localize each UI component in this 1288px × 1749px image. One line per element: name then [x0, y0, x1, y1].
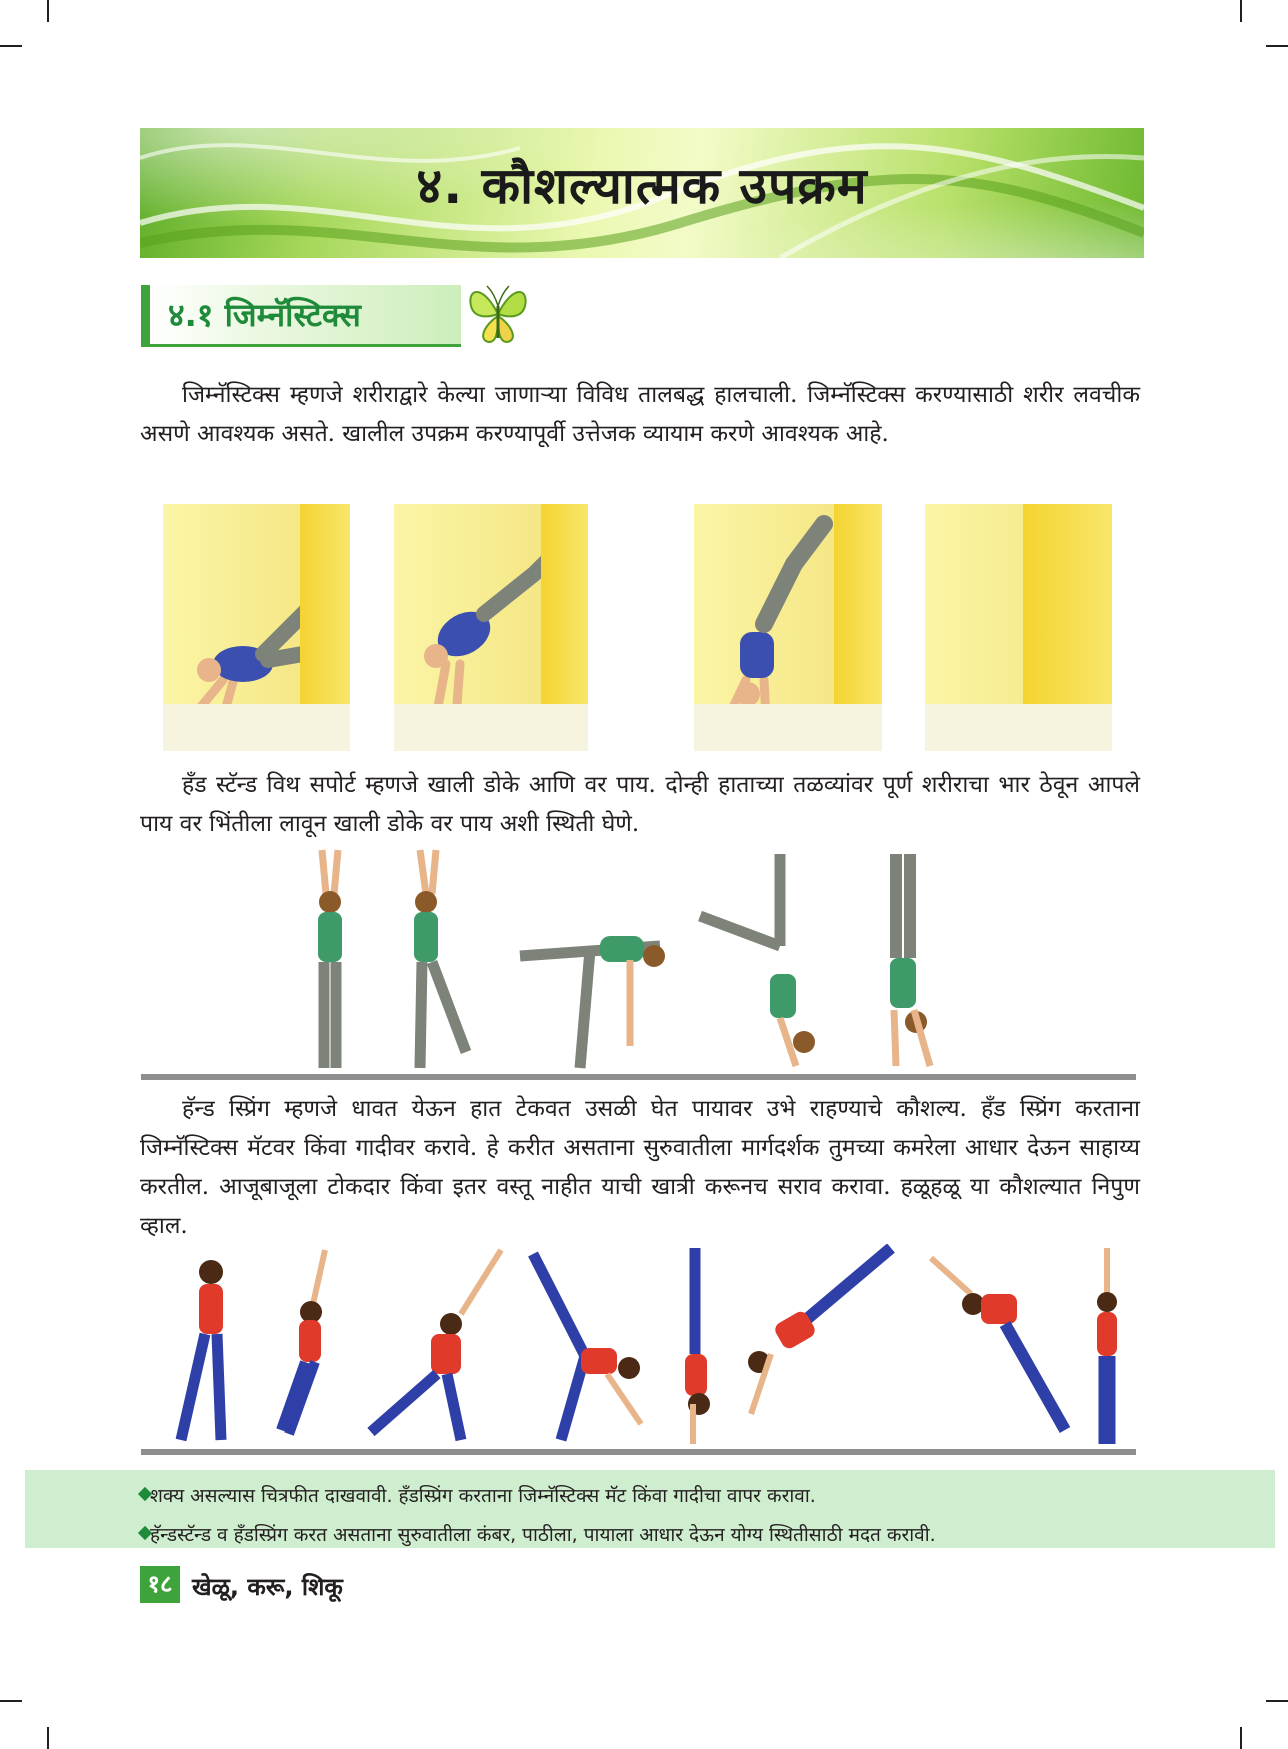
chapter-banner	[140, 128, 1144, 258]
page-number: १८	[140, 1566, 180, 1603]
crop-mark-top-right-v	[1240, 0, 1242, 22]
section-title: ४.१ जिम्नॅस्टिक्स	[168, 296, 361, 334]
handstand-photo-2	[394, 504, 588, 751]
butterfly-icon	[465, 276, 531, 348]
female-figure-6	[748, 1248, 891, 1414]
crop-mark-top-right-h	[1266, 45, 1288, 47]
crop-mark-bottom-left-v	[47, 1727, 49, 1749]
section-heading	[141, 285, 461, 347]
female-figure-5	[685, 1248, 710, 1444]
female-figure-8	[1097, 1248, 1117, 1444]
crop-mark-bottom-right-h	[1266, 1700, 1288, 1702]
handstand-photo-4	[925, 504, 1112, 751]
intro-text: जिम्नॅस्टिक्स म्हणजे शरीराद्वारे केल्या जाणाऱ्या विविध तालबद्ध हालचाली. जिम्नॅस्टिक्स करण्यासाठी शरीर लवचीक असणे आवश्यक असते. खालील उपक्रम करण्यापूर्वी उत्तेजक व्यायाम करणे आवश्यक आहे.	[140, 382, 1140, 447]
intro-paragraph	[140, 376, 1140, 454]
handstand-photo-3	[694, 504, 882, 751]
male-figure-5	[890, 854, 930, 1066]
female-figure-3	[371, 1250, 501, 1440]
crop-mark-top-left-v	[47, 0, 49, 22]
handspring-paragraph	[140, 1090, 1140, 1246]
male-figure-4	[700, 854, 815, 1066]
handspring-text: हॅन्ड स्प्रिंग म्हणजे धावत येऊन हात टेकवत उसळी घेत पायावर उभे राहण्याचे कौशल्य. हँड स्प्रिंग करताना जिम्नॅस्टिक्स मॅटवर किंवा गादीवर करावे. हे करीत असताना सुरुवातीला मार्गदर्शक तुमच्या कमरेला आधार देऊन साहाय्य करतील. आजूबाजूला टोकदार किंवा इतर वस्तू नाहीत याची खात्री करूनच सराव करावा. हळूहळू या कौशल्यात निपुण व्हाल.	[140, 1096, 1140, 1239]
book-name: खेळू, करू, शिकू	[192, 1573, 343, 1601]
female-figure-2	[281, 1250, 325, 1434]
crop-mark-bottom-left-h	[0, 1700, 22, 1702]
male-figure-1	[318, 850, 342, 1068]
female-figure-1	[181, 1260, 223, 1440]
female-figure-7	[931, 1258, 1065, 1430]
teacher-note-1: शक्य असल्यास चित्रफीत दाखवावी. हँडस्प्रिंग करताना जिम्नॅस्टिक्स मॅट किंवा गादीचा वापर करावा.	[150, 1485, 816, 1507]
handspring-sequence-female	[141, 1244, 1136, 1452]
handstand-photo-1	[163, 504, 350, 751]
handstand-text: हँड स्टॅन्ड विथ सपोर्ट म्हणजे खाली डोके आणि वर पाय. दोन्ही हाताच्या तळव्यांवर पूर्ण शरीराचा भार ठेवून आपले पाय वर भिंतीला लावून खाली डोके वर पाय अशी स्थिती घेणे.	[140, 772, 1140, 837]
crop-mark-top-left-h	[0, 45, 22, 47]
male-figure-3	[520, 936, 665, 1068]
chapter-title: ४. कौशल्यात्मक उपक्रम	[416, 157, 868, 215]
crop-mark-bottom-right-v	[1240, 1727, 1242, 1749]
handspring-sequence-male	[290, 846, 960, 1078]
teacher-note-2: हॅन्डस्टॅन्ड व हँडस्प्रिंग करत असताना सुरुवातीला कंबर, पाठीला, पायाला आधार देऊन योग्य स्थितीसाठी मदत करावी.	[150, 1524, 936, 1546]
female-figure-4	[533, 1254, 641, 1440]
handstand-paragraph	[140, 766, 1140, 844]
ground-line-1	[141, 1074, 1136, 1080]
ground-line-2	[141, 1449, 1136, 1455]
male-figure-2	[414, 850, 466, 1068]
